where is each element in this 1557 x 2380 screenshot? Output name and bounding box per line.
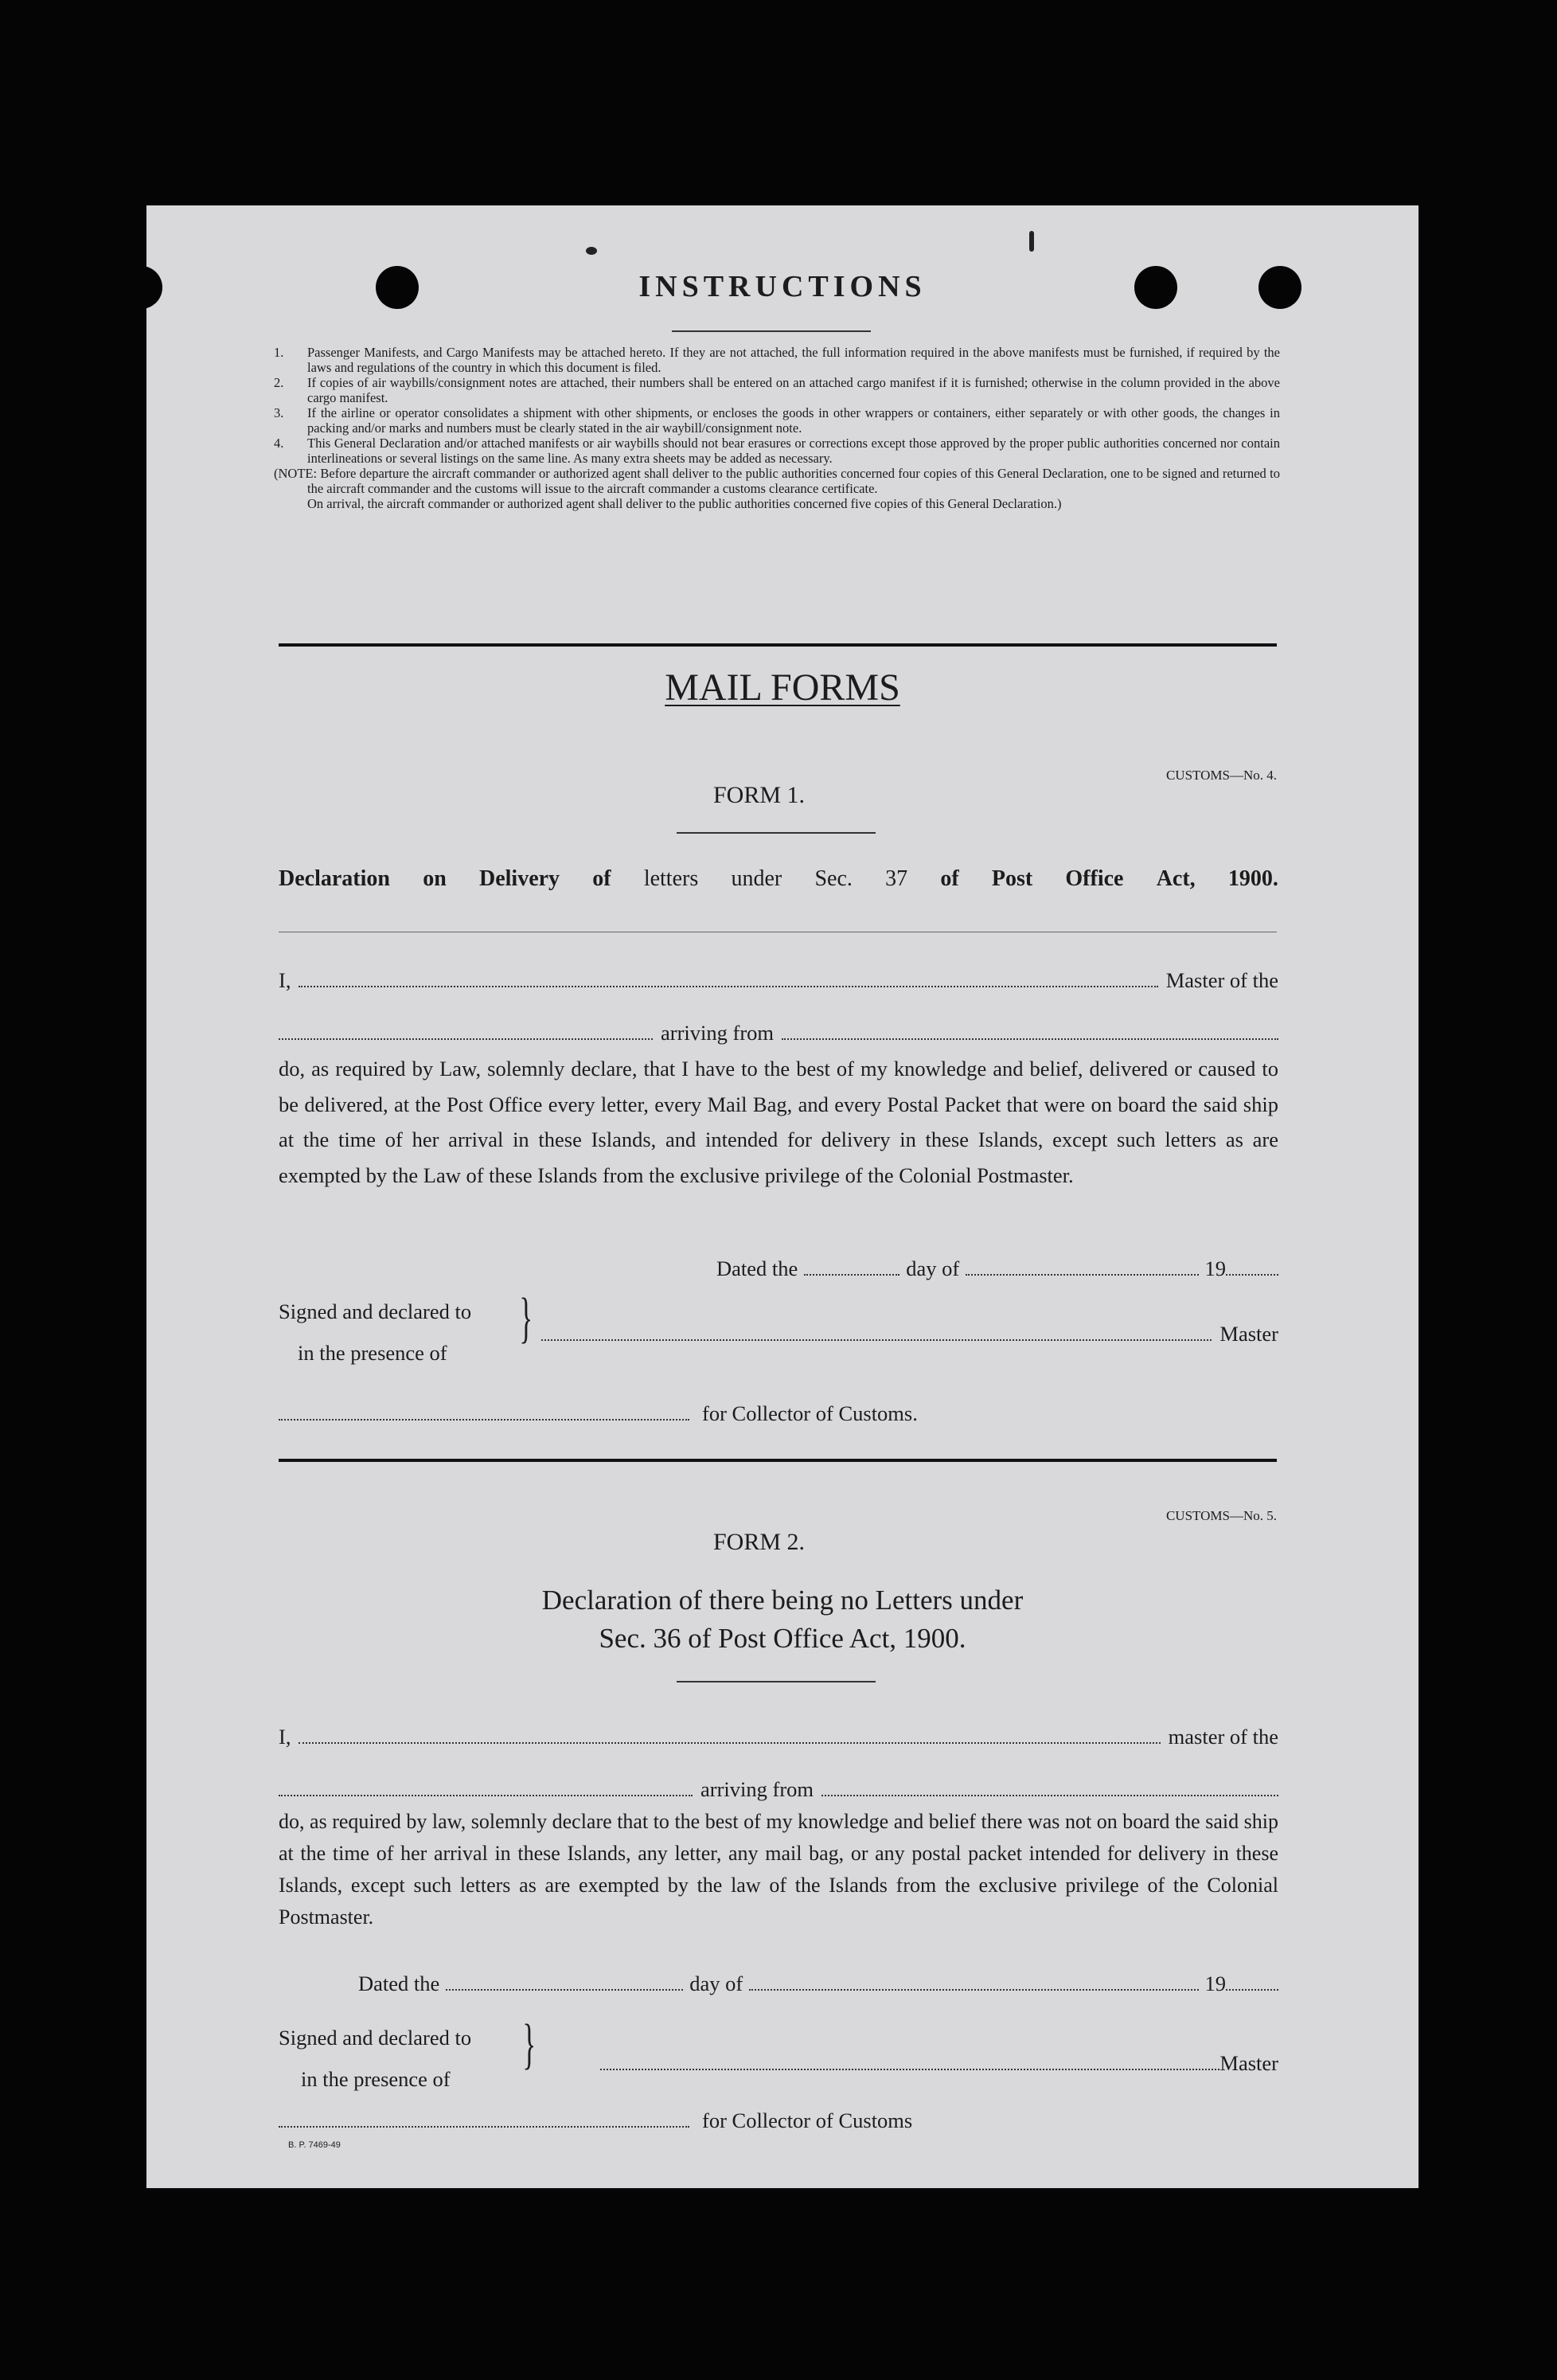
form2-dated-line: Dated the day of 19	[358, 1972, 1278, 1996]
form2-label: FORM 2.	[713, 1529, 806, 1555]
instruction-item: 2. If copies of air waybills/consignment notes are attached, their numbers shall be entered on an attached cargo manifest if it is furnished; otherwise in the column provided in the above cargo manifest.	[274, 375, 1280, 405]
form1-label-rule	[677, 832, 876, 834]
instruction-item: 3. If the airline or operator consolidates a shipment with other shipments, or encloses the goods in other wrappers or containers, either separately or with other goods, the changes in packing and/or marks and numbers must be clearly stated in the air waybill/consignment note.	[274, 405, 1280, 436]
section-divider	[279, 643, 1277, 647]
form2-title-line2: Sec. 36 of Post Office Act, 1900.	[599, 1623, 966, 1654]
collector-signature-blank[interactable]	[279, 2112, 689, 2128]
master-signature-blank[interactable]	[541, 1325, 1212, 1341]
day-blank[interactable]	[446, 1975, 683, 1991]
instructions-list	[274, 345, 1280, 511]
form1-customs-no: CUSTOMS—No. 4.	[1165, 768, 1277, 783]
form1-collector-line: for Collector of Customs.	[279, 1401, 1278, 1426]
section-divider	[279, 1459, 1277, 1462]
form1-master-line: Master	[541, 1322, 1278, 1346]
origin-blank[interactable]	[782, 1024, 1278, 1040]
name-blank[interactable]	[299, 1728, 1160, 1744]
form2-master-line: Master	[600, 2051, 1278, 2076]
origin-blank[interactable]	[821, 1780, 1278, 1796]
instruction-item: 1. Passenger Manifests, and Cargo Manifests may be attached hereto. If they are not attached, the full information required in the above manifests must be furnished, if required by the laws and regulations of the country in which this document is filed.	[274, 345, 1280, 375]
ink-smudge	[1029, 231, 1034, 252]
print-code: B. P. 7469-49	[288, 2140, 341, 2150]
form1-declaration-body: do, as required by Law, solemnly declare, that I have to the best of my knowledge and belief, delivered or caused to be delivered, at the Post Office every letter, every Mail Bag, and every Postal Packet that were on board the said ship at the time of her arrival in these Islands, and intended for delivery in these Islands, except such letters as are exempted by the Law of these Islands from the exclusive privilege of the Colonial Postmaster.	[279, 1057, 1278, 1187]
day-blank[interactable]	[804, 1260, 899, 1276]
form1-signed-line2: in the presence of	[298, 1341, 447, 1365]
ship-blank[interactable]	[279, 1780, 693, 1796]
collector-signature-blank[interactable]	[279, 1405, 689, 1421]
month-blank[interactable]	[966, 1260, 1198, 1276]
form2-line-arriving: arriving from	[279, 1777, 1278, 1802]
heading-rule	[672, 330, 871, 332]
year-blank[interactable]	[1226, 1260, 1278, 1276]
form1-signed-line1: Signed and declared to	[279, 1299, 472, 1323]
ship-blank[interactable]	[279, 1024, 653, 1040]
form1-line-master: I, Master of the	[279, 968, 1278, 992]
brace: }	[522, 2014, 537, 2075]
form1-line-arriving: arriving from	[279, 1021, 1278, 1045]
month-blank[interactable]	[749, 1975, 1198, 1991]
form1-dated-line: Dated the day of 19	[716, 1256, 1278, 1281]
instruction-item: 4. This General Declaration and/or attached manifests or air waybills should not bear erasures or corrections except those approved by the proper public authorities concerned nor contain interlineations or several listings on the same line. As many extra sheets may be added as necessary.	[274, 436, 1280, 466]
form1-declaration-title: Declaration on Delivery of letters under Sec. 37 of Post Office Act, 1900.	[279, 866, 1278, 891]
ink-smudge	[586, 247, 597, 255]
form2-signed-line2: in the presence of	[301, 2067, 451, 2091]
form1-label: FORM 1.	[713, 782, 806, 808]
name-blank[interactable]	[299, 971, 1157, 987]
document-page	[146, 205, 1418, 2188]
mail-forms-title: MAIL FORMS	[665, 666, 900, 709]
form2-title-line1: Declaration of there being no Letters under	[541, 1585, 1024, 1616]
year-blank[interactable]	[1226, 1975, 1278, 1991]
brace: }	[519, 1288, 533, 1349]
form2-declaration-body: do, as required by law, solemnly declare that to the best of my knowledge and belief there was not on board the said ship at the time of her arrival in these Islands, any letter, any mail bag, or any postal packet intended for delivery in these Islands, except such letters as are exempted by the law of the Islands from the exclusive privilege of the Colonial Postmaster.	[279, 1810, 1278, 1929]
form2-signed-line1: Signed and declared to	[279, 2026, 472, 2050]
form2-collector-line: for Collector of Customs	[279, 2108, 1278, 2133]
instructions-heading: INSTRUCTIONS	[638, 270, 927, 303]
instruction-note: (NOTE: Before departure the aircraft commander or authorized agent shall deliver to the public authorities concerned four copies of this General Declaration, one to be signed and returned to the aircraft commander and the customs will issue to the aircraft commander a customs clearance certificate. On arrival, the aircraft commander or authorized agent shall deliver to the public authorities concerned five copies of this General Declaration.)	[274, 466, 1280, 511]
form2-title-rule	[677, 1681, 876, 1682]
form2-line-master: I, master of the	[279, 1725, 1278, 1749]
form2-customs-no: CUSTOMS—No. 5.	[1165, 1508, 1277, 1523]
master-signature-blank[interactable]	[600, 2054, 1219, 2070]
